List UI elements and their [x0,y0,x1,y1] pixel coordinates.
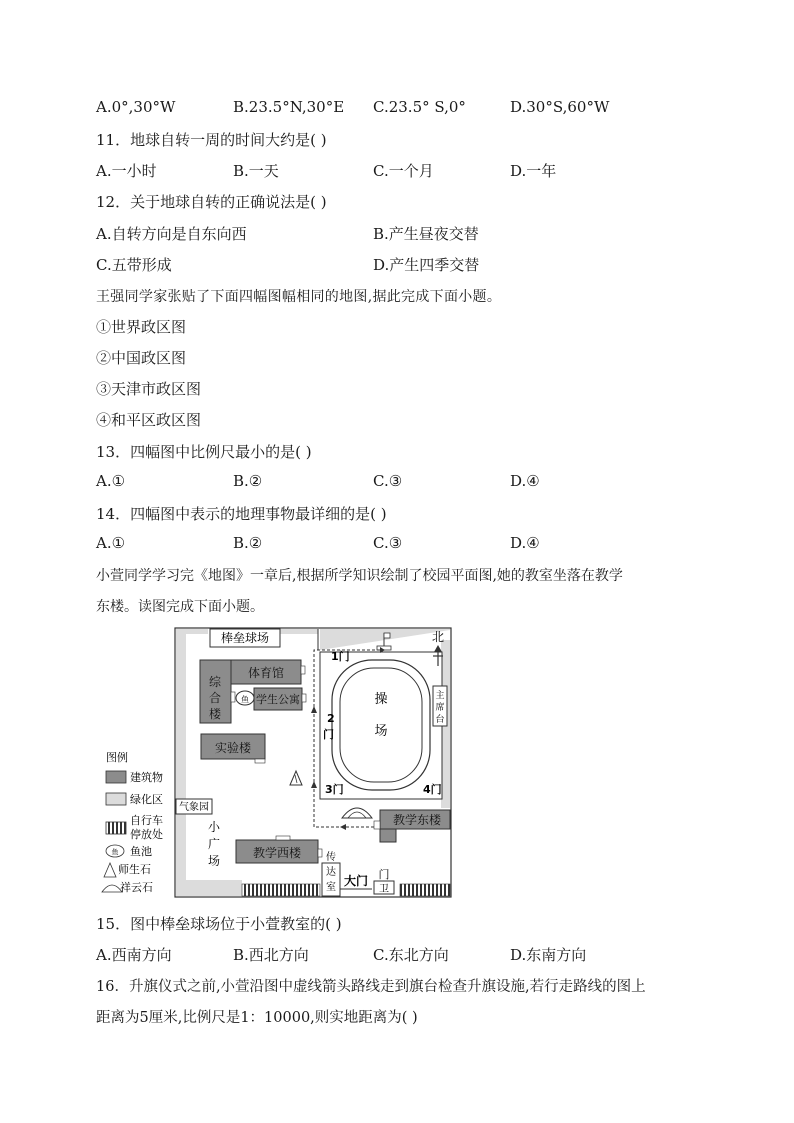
map-list-item-1: ①世界政区图 [96,318,187,336]
q14-option-a[interactable]: A.① [96,534,126,552]
intro-campus-line1: 小萱同学学习完《地图》一章后,根据所学知识绘制了校园平面图,她的教室坐落在教学 [96,568,623,584]
q12-stem: 12．关于地球自转的正确说法是( ) [96,193,327,211]
legend-cloud-stone-icon [102,885,122,892]
q10-option-c[interactable]: C.23.5° S,0° [373,98,466,116]
main-gate-label: 大门 [343,874,369,888]
legend-bike-swatch [106,822,126,834]
q14-option-c[interactable]: C.③ [373,534,403,552]
q10-option-a[interactable]: A.0°,30°W [96,98,176,116]
q14-option-b[interactable]: B.② [233,534,263,552]
legend-bike-label-1: 自行车 [130,814,163,827]
flag-icon [384,633,390,638]
q12-option-a[interactable]: A.自转方向是自东向西 [96,225,247,243]
east-teaching-building-label: 教学东楼 [392,813,442,827]
gate-4-label: 4门 [423,783,442,796]
legend-building-label: 建筑物 [130,771,163,784]
rostrum-label-1: 主 [435,691,445,701]
q14-stem: 14．四幅图中表示的地理事物最详细的是( ) [96,505,387,523]
q12-option-d[interactable]: D.产生四季交替 [373,256,480,274]
complex-building-label-2: 合 [208,691,222,705]
q15-option-d[interactable]: D.东南方向 [510,946,587,964]
legend-green-swatch [106,793,126,805]
q15-option-c[interactable]: C.东北方向 [373,946,449,964]
small-square-label-2: 广 [207,837,221,851]
gate-3-label: 3门 [325,783,344,796]
guard-label-2: 卫 [379,884,389,895]
q11-option-b[interactable]: B.一天 [233,162,279,180]
q15-option-a[interactable]: A.西南方向 [96,946,172,964]
intro-campus-line2: 东楼。读图完成下面小题。 [96,599,264,615]
q12-option-b[interactable]: B.产生昼夜交替 [373,225,479,243]
q14-option-d[interactable]: D.④ [510,534,540,552]
q13-option-b[interactable]: B.② [233,472,263,490]
green-area-south-west [186,880,242,896]
legend-bike-label-2: 停放处 [130,828,163,841]
rostrum-label-3: 台 [435,715,445,725]
q13-stem: 13．四幅图中比例尺最小的是( ) [96,443,312,461]
map-list-item-3: ③天津市政区图 [96,380,202,398]
baseball-field-label: 棒垒球场 [220,631,270,645]
q10-option-d[interactable]: D.30°S,60°W [510,98,610,116]
q12-option-c[interactable]: C.五带形成 [96,256,172,274]
q10-option-b[interactable]: B.23.5°N,30°E [233,98,345,116]
playground-label-1: 操 [374,692,388,707]
q13-option-a[interactable]: A.① [96,472,126,490]
legend-cloud-stone-label: 祥云石 [120,881,153,894]
map-list-item-4: ④和平区政区图 [96,411,202,429]
bike-parking-south [242,884,320,896]
q11-stem: 11．地球自转一周的时间大约是( ) [96,131,327,149]
legend-fish-pond-label: 鱼池 [130,845,152,858]
q13-option-c[interactable]: C.③ [373,472,403,490]
green-area-nw [176,629,208,634]
north-label: 北 [431,630,445,644]
green-area-north [280,629,318,634]
legend-fish-pond-symbol: 鱼 [111,848,119,856]
reception-label-2: 达 [326,867,336,878]
playground-label-2: 场 [374,724,388,739]
student-dorm-label: 学生公寓 [256,693,300,706]
bike-parking-southeast [400,884,450,896]
complex-building-label-3: 楼 [208,707,222,721]
reception-label-3: 室 [326,882,336,893]
small-square-label-1: 小 [207,820,221,834]
gate-1-label: 1门 [331,650,350,663]
intro-four-maps: 王强同学家张贴了下面四幅图幅相同的地图,据此完成下面小题。 [96,289,502,305]
q15-option-b[interactable]: B.西北方向 [233,946,309,964]
legend-teacher-student-stone-label: 师生石 [118,863,151,876]
reception-label-1: 传 [326,852,336,863]
lab-building-label: 实验楼 [214,741,252,755]
map-list-item-2: ②中国政区图 [96,349,187,367]
q16-stem-line2: 距离为5厘米,比例尺是1：10000,则实地距离为( ) [96,1010,418,1026]
fish-pond-label: 鱼 [241,695,249,704]
legend-building-swatch [106,771,126,783]
gate-2-label-2: 门 [323,728,334,741]
green-area-west [176,629,186,896]
guard-label-1: 门 [378,868,390,881]
legend-teacher-student-stone-icon [104,863,116,877]
west-teaching-building-label: 教学西楼 [252,846,302,860]
q13-option-d[interactable]: D.④ [510,472,540,490]
small-square-label-3: 场 [207,854,221,868]
legend-title: 图例 [106,751,128,764]
weather-garden-label: 气象园 [179,802,209,813]
rostrum-label-2: 席 [435,703,445,713]
q15-stem: 15．图中棒垒球场位于小萱教室的( ) [96,915,342,933]
q11-option-c[interactable]: C.一个月 [373,162,434,180]
gym-label: 体育馆 [247,666,285,680]
q16-stem-line1: 16．升旗仪式之前,小萱沿图中虚线箭头路线走到旗台检查升旗设施,若行走路线的图上 [96,979,646,995]
complex-building-label-1: 综 [208,675,222,689]
q11-option-a[interactable]: A.一小时 [96,162,157,180]
gate-2-label-1: 2 [327,712,335,725]
q11-option-d[interactable]: D.一年 [510,162,557,180]
legend-green-label: 绿化区 [130,793,163,806]
